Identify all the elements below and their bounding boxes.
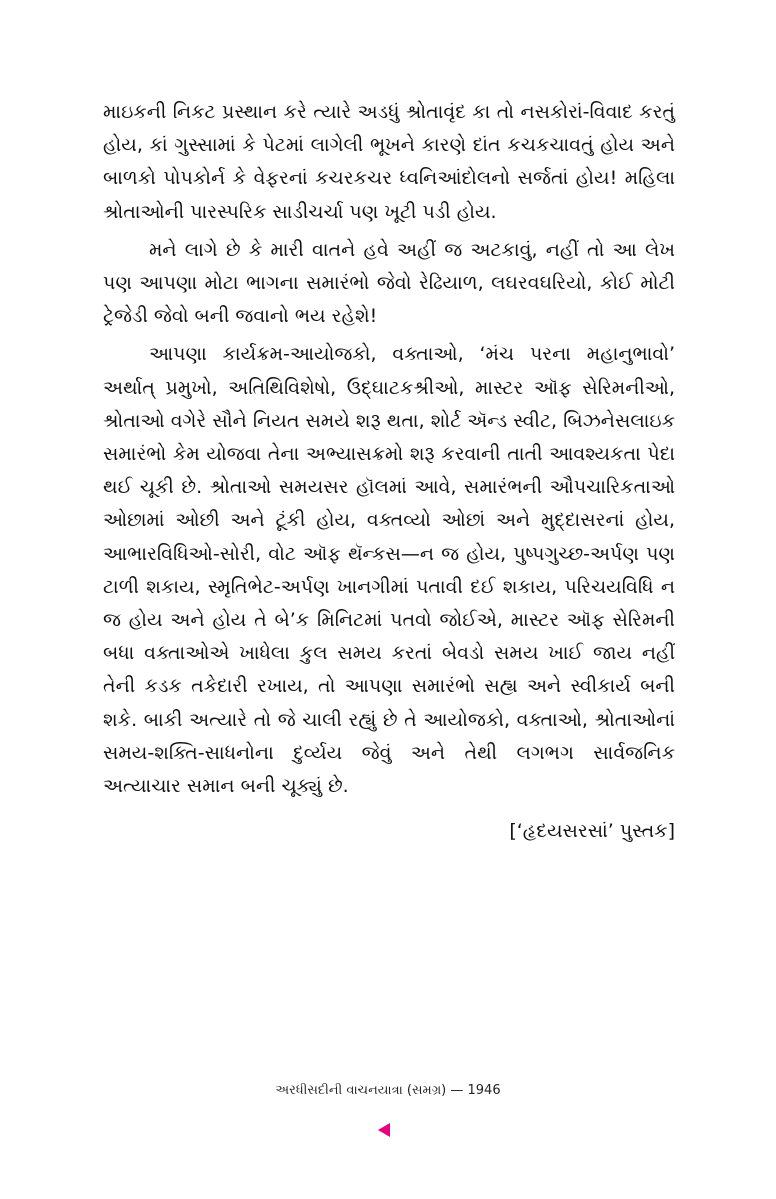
source-citation: [‘હૃદયસરસાં’ પુસ્તક]	[509, 820, 675, 843]
paragraph-2: મને લાગે છે કે મારી વાતને હવે અહીં જ અટકાવું, નહીં તો આ લેખ પણ આપણા મોટા ભાગના સમારંભો જેવો રેઢિયાળ, લઘરવઘરિયો, કોઈ મોટી ટ્રેજેડી જેવો બની જવાનો ભય રહેશે!	[103, 238, 675, 328]
previous-page-arrow-icon[interactable]	[378, 1123, 390, 1137]
page-footer: અરધીસદીની વાચનયાત્રા (સમગ્ર) — 1946	[275, 1083, 501, 1098]
article-body	[103, 96, 675, 848]
paragraph-1: માઇકની નિકટ પ્રસ્થાન કરે ત્યારે અડધું શ્રોતાવૃંદ કા તો નસકોરાં-વિવાદ કરતું હોય, કાં ગુસ્સામાં કે પેટમાં લાગેલી ભૂખને કારણે દાંત કચકચાવતું હોય અને બાળકો પોપકોર્ન કે વેફરનાં કચરકચર ધ્વનિઆંદોલનો સર્જતાં હોય! મહિલા શ્રોતાઓની પારસ્પરિક સાડીચર્ચા પણ ખૂટી પડી હોય.	[103, 101, 675, 223]
paragraph-3: આપણા કાર્યક્રમ-આયોજકો, વક્તાઓ, ‘મંચ પરના મહાનુભાવો’ અર્થાત્ પ્રમુખો, અતિથિવિશેષો, ઉદ્ઘાટકશ્રીઓ, માસ્ટર ઑફ સેરિમનીઓ, શ્રોતાઓ વગેરે સૌને નિયત સમયે શરૂ થતા, શોર્ટ ઍન્ડ સ્વીટ, બિઝનેસલાઇક સમારંભો કેમ યોજવા તેના અભ્યાસક્રમો શરૂ કરવાની તાતી આવશ્યકતા પેદા થઈ ચૂકી છે. શ્રોતાઓ સમયસર હૉલમાં આવે, સમારંભની ઔપચારિકતાઓ ઓછામાં ઓછી અને ટૂંકી હોય, વક્તવ્યો ઓછાં અને મુદ્દાસરનાં હોય, આભારવિધિઓ-સોરી, વોટ ઑફ થૅન્કસ—ન જ હોય, પુષ્પગુચ્છ-અર્પણ પણ ટાળી શકાય, સ્મૃતિભેટ-અર્પણ ખાનગીમાં પતાવી દઈ શકાય, પરિચયવિધિ ન જ હોય અને હોય તે બે’ક મિનિટમાં પતવો જોઈએ, માસ્ટર ઑફ સેરિમની બધા વક્તાઓએ ખાધેલા કુલ સમય કરતાં બેવડો સમય ખાઈ જાય નહીં તેની કડક તકેદારી રખાય, તો આપણા સમારંભો સહ્ય અને સ્વીકાર્ય બની શકે. બાકી અત્યારે તો જે ચાલી રહ્યું છે તે આયોજકો, વક્તાઓ, શ્રોતાઓનાં સમય-શક્તિ-સાધનોના દુર્વ્યય જેવું અને તેથી લગભગ સાર્વજનિક અત્યાચાર સમાન બની ચૂક્યું છે.	[103, 343, 675, 798]
